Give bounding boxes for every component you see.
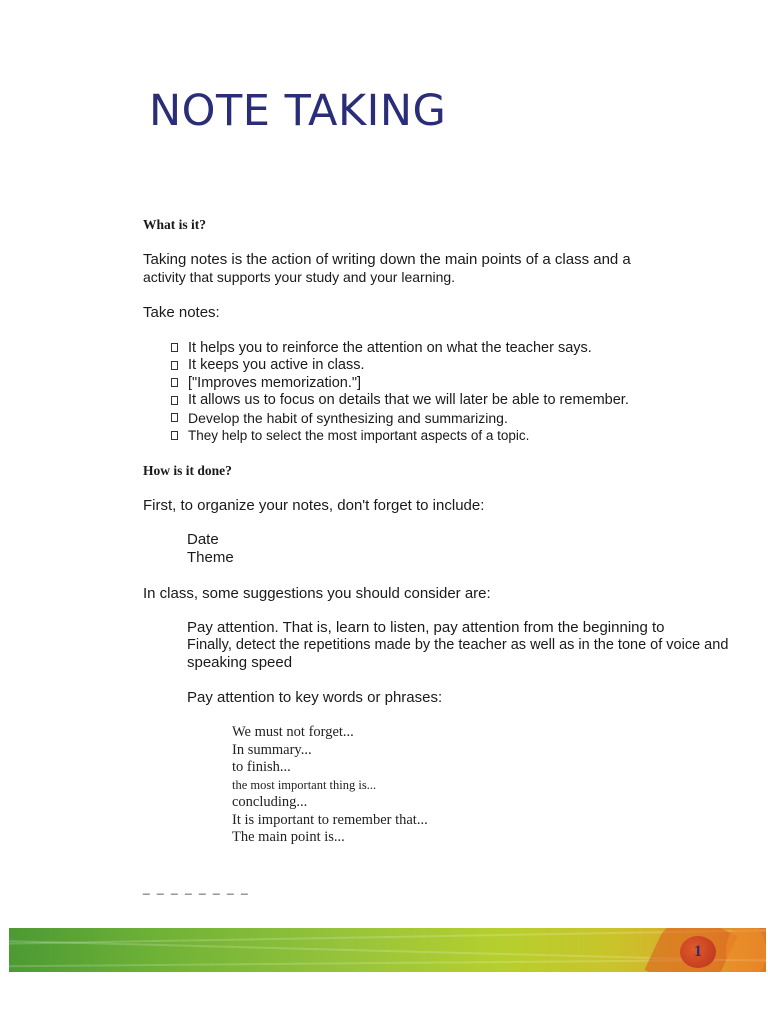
checkbox-bullet-icon — [171, 413, 178, 422]
phrases-list — [232, 724, 428, 847]
include-item-date: Date — [187, 531, 219, 548]
phrase-item: the most important thing is... — [232, 777, 377, 792]
include-item-theme: Theme — [187, 549, 234, 566]
list-item — [171, 427, 629, 445]
separator-line: _ _ _ _ _ _ _ _ — [143, 881, 250, 895]
list-item-text: It helps you to reinforce the attention on what the teacher says. — [188, 339, 592, 356]
benefits-list — [171, 339, 629, 444]
footer-banner — [9, 928, 766, 972]
page-title: NOTE TAKING — [149, 86, 447, 136]
how-heading: How is it done? — [143, 463, 232, 478]
list-item-text: ["Improves memorization."] — [188, 374, 362, 391]
take-notes-label: Take notes: — [143, 304, 220, 321]
keywords-line: Pay attention to key words or phrases: — [187, 689, 443, 706]
organize-line: First, to organize your notes, don't forget to include: — [143, 497, 485, 514]
intro-line-2 — [143, 269, 455, 286]
what-heading: What is it? — [143, 217, 207, 232]
intro-line-2-text: activity that supports your study and your learning. — [143, 269, 456, 285]
checkbox-bullet-icon — [171, 361, 178, 370]
list-item-text: Develop the habit of synthesizing and summarizing. — [188, 409, 508, 426]
checkbox-bullet-icon — [171, 431, 178, 440]
list-item — [171, 339, 629, 357]
phrase-item: We must not forget... — [232, 724, 354, 740]
list-item — [171, 374, 629, 392]
phrase-item: concluding... — [232, 794, 308, 810]
list-item — [171, 392, 629, 410]
page-number-badge — [680, 936, 716, 968]
phrase-item: It is important to remember that... — [232, 811, 428, 828]
phrase-item: to finish... — [232, 759, 291, 775]
checkbox-bullet-icon — [171, 343, 178, 352]
attention-line-1: Pay attention. That is, learn to listen, pay attention from the beginning to — [187, 619, 665, 636]
list-item — [171, 357, 629, 375]
page-number: 1 — [694, 943, 702, 960]
list-item-text: It allows us to focus on details that we will later be able to remember. — [188, 392, 629, 409]
in-class-line: In class, some suggestions you should consider are: — [143, 585, 491, 602]
attention-line-2 — [187, 636, 728, 654]
phrase-item: In summary... — [232, 741, 312, 758]
list-item-text: It keeps you active in class. — [188, 357, 365, 374]
list-item-text: They help to select the most important aspects of a topic. — [188, 427, 530, 443]
attention-line-2-text: Finally, detect the repetitions made by the teacher as well as in the tone of voice and — [187, 637, 729, 653]
checkbox-bullet-icon — [171, 378, 178, 387]
list-item — [171, 409, 629, 427]
phrase-item: The main point is... — [232, 829, 345, 845]
checkbox-bullet-icon — [171, 396, 178, 405]
leaf-decoration — [726, 928, 766, 972]
attention-line-3: speaking speed — [187, 654, 293, 671]
intro-line-1: Taking notes is the action of writing down the main points of a class and a — [143, 251, 631, 268]
